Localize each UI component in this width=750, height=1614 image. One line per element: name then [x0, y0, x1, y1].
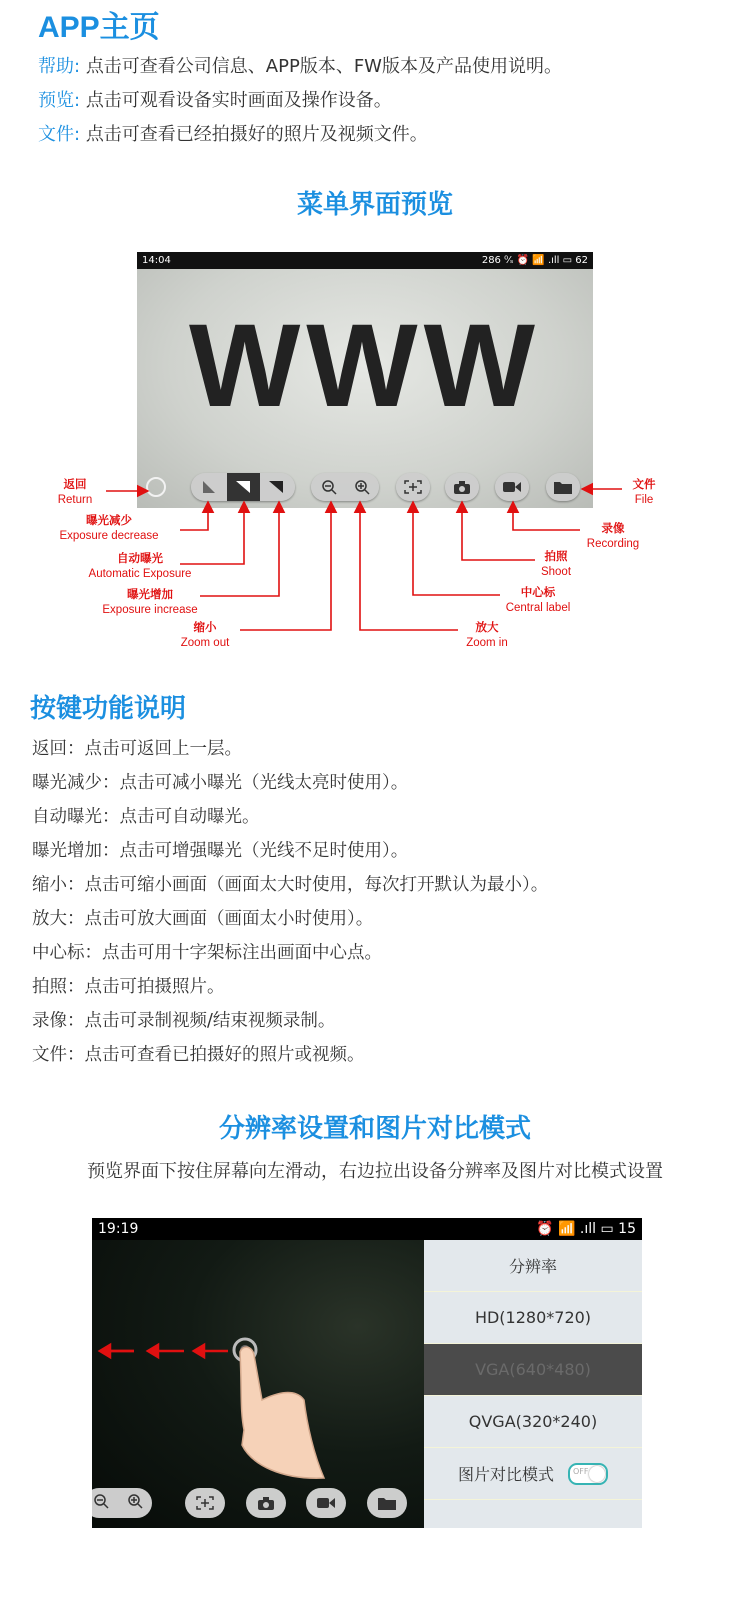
- function-item: 自动曝光：点击可自动曝光。: [32, 807, 260, 827]
- preview-text: 点击可观看设备实时画面及操作设备。: [85, 90, 392, 111]
- crosshair-icon-2: [196, 1496, 214, 1510]
- annotation-return: [50, 478, 100, 508]
- file-text: 点击可查看已经拍摄好的照片及视频文件。: [85, 124, 428, 145]
- resolution-option-qvga[interactable]: QVGA(320*240): [424, 1396, 642, 1448]
- function-item: 放大：点击可放大画面（画面太小时使用）。: [32, 909, 374, 929]
- center-label-button-2[interactable]: [185, 1488, 225, 1518]
- resolution-screenshot: [92, 1218, 642, 1528]
- annotation-file: [624, 478, 664, 508]
- status-bar-2: [92, 1218, 642, 1240]
- annotation-exposure-decrease: [34, 514, 184, 544]
- annotation-auto-exposure-en: Automatic Exposure: [88, 568, 192, 580]
- annotation-exposure-decrease-en: Exposure decrease: [59, 530, 159, 542]
- annotation-zoom-out: [170, 621, 240, 651]
- resolution-subtitle: 预览界面下按住屏幕向左滑动，右边拉出设备分辨率及图片对比模式设置: [87, 1161, 663, 1182]
- annotation-return-cn: 返回: [63, 479, 87, 491]
- zoom-in-button-2[interactable]: [118, 1493, 152, 1513]
- annotation-exposure-increase-en: Exposure increase: [102, 604, 198, 616]
- compare-mode-toggle[interactable]: [568, 1463, 608, 1485]
- function-item: 返回：点击可返回上一层。: [32, 739, 242, 759]
- annotation-exposure-increase-cn: 曝光增加: [127, 589, 173, 601]
- resolution-header: 分辨率: [424, 1240, 642, 1292]
- annotation-exposure-increase: [90, 588, 210, 618]
- function-item: 拍照：点击可拍摄照片。: [32, 977, 225, 997]
- annotation-zoom-in: [458, 621, 516, 651]
- annotation-recording-en: Recording: [586, 538, 640, 550]
- help-key: 帮助:: [38, 56, 81, 77]
- camera-icon-2: [258, 1497, 274, 1510]
- resolution-option-vga[interactable]: VGA(640*480): [424, 1344, 642, 1396]
- function-item: 文件：点击可查看已拍摄好的照片或视频。: [32, 1045, 365, 1065]
- app-home-title: APP主页: [38, 11, 160, 44]
- annotation-shoot-cn: 拍照: [544, 551, 568, 563]
- function-item: 曝光减少：点击可减小曝光（光线太亮时使用）。: [32, 773, 409, 793]
- function-item: 曝光增加：点击可增强曝光（光线不足时使用）。: [32, 841, 409, 861]
- resolution-option-hd[interactable]: HD(1280*720): [424, 1292, 642, 1344]
- annotation-auto-exposure-cn: 自动曝光: [117, 553, 163, 565]
- annotation-central-label-cn: 中心标: [520, 587, 556, 599]
- annotation-shoot: [535, 550, 577, 580]
- file-button-2[interactable]: [367, 1488, 407, 1518]
- zoom-out-icon-2: [93, 1493, 109, 1509]
- zoom-out-button-2[interactable]: [92, 1493, 118, 1513]
- preview-key: 预览:: [38, 90, 81, 111]
- status-icons: 286 ⁰⁄ₛ ⏰ 📶 .ıll ▭ 62: [481, 255, 588, 266]
- annotation-file-en: File: [634, 494, 654, 506]
- function-item: 录像：点击可录制视频/结束视频录制。: [32, 1011, 336, 1031]
- compare-mode-label: 图片对比模式: [457, 1465, 554, 1484]
- compare-mode-row: [424, 1448, 642, 1500]
- menu-preview-title: 菜单界面预览: [296, 190, 453, 220]
- status-time: 14:04: [142, 255, 171, 266]
- shoot-button-2[interactable]: [246, 1488, 286, 1518]
- toggle-state: OFF: [573, 1466, 589, 1476]
- record-button-2[interactable]: [306, 1488, 346, 1518]
- folder-icon-2: [378, 1496, 396, 1510]
- annotation-recording: [582, 522, 644, 552]
- annotation-central-label-en: Central label: [505, 602, 571, 614]
- annotation-exposure-decrease-cn: 曝光减少: [86, 515, 132, 527]
- annotation-zoom-out-cn: 缩小: [193, 622, 217, 634]
- annotation-zoom-out-en: Zoom out: [180, 637, 230, 649]
- help-text: 点击可查看公司信息、APP版本、FW版本及产品使用说明。: [85, 56, 562, 77]
- toggle-knob: [589, 1466, 605, 1482]
- zoom-in-icon-2: [127, 1493, 143, 1509]
- settings-panel: [424, 1240, 642, 1528]
- annotation-auto-exposure: [60, 552, 220, 582]
- annotation-zoom-in-cn: 放大: [475, 622, 499, 634]
- annotation-zoom-in-en: Zoom in: [466, 637, 508, 649]
- annotation-return-en: Return: [57, 494, 93, 506]
- functions-title: 按键功能说明: [30, 694, 187, 724]
- annotation-recording-cn: 录像: [601, 523, 625, 535]
- status-time-2: 19:19: [98, 1221, 139, 1237]
- annotation-file-cn: 文件: [632, 479, 656, 491]
- zoom-group-2: [92, 1488, 152, 1518]
- swipe-illustration: [92, 1240, 424, 1488]
- function-item: 中心标：点击可用十字架标注出画面中心点。: [32, 943, 382, 963]
- annotation-central-label: [500, 586, 576, 616]
- status-icons-2: ⏰ 📶 .ıll ▭ 15: [536, 1221, 636, 1237]
- annotation-shoot-en: Shoot: [540, 566, 572, 578]
- video-camera-icon-2: [317, 1497, 335, 1509]
- resolution-title: 分辨率设置和图片对比模式: [218, 1114, 531, 1144]
- function-item: 缩小：点击可缩小画面（画面太大时使用，每次打开默认为最小）。: [32, 875, 549, 895]
- sample-text: WWW: [188, 300, 542, 432]
- file-key: 文件:: [38, 124, 81, 145]
